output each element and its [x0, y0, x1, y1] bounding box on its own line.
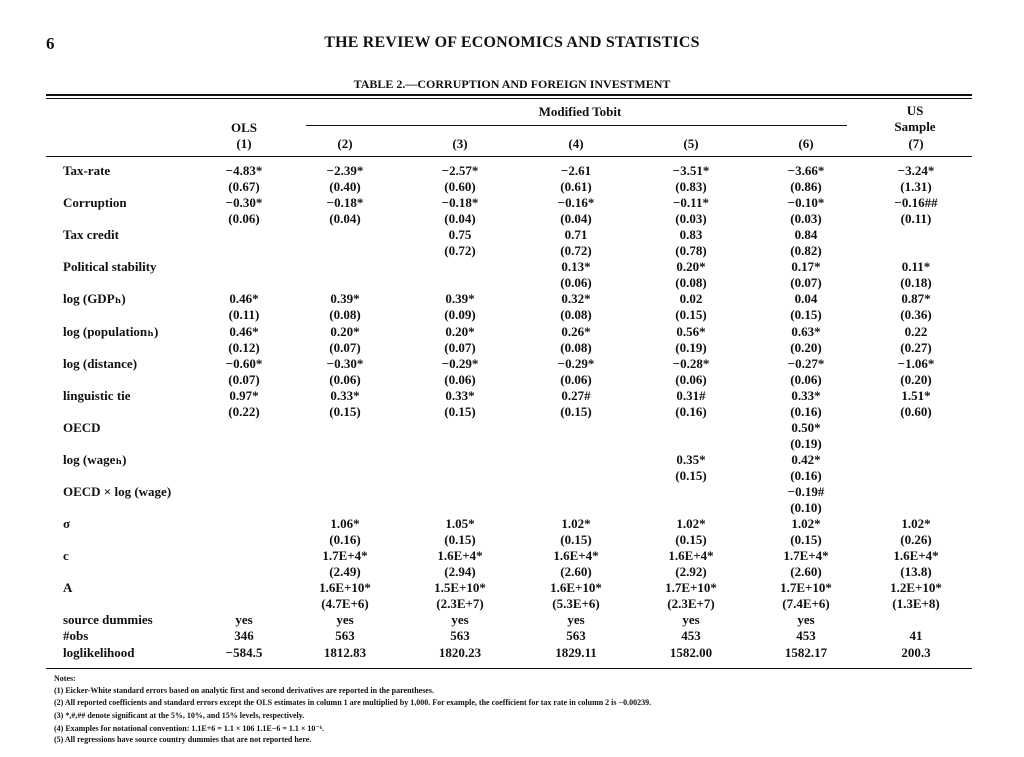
table-cell: (0.72) — [444, 243, 476, 259]
row-label: #obs — [63, 628, 89, 644]
page-number: 6 — [46, 34, 55, 53]
column-number: (3) — [452, 136, 468, 151]
column-number: (6) — [798, 136, 814, 151]
table-cell: 0.20* — [445, 323, 475, 339]
table-cell: −2.39* — [326, 163, 364, 178]
column-number: (2) — [337, 136, 353, 151]
table-cell: (0.27) — [900, 339, 932, 355]
note-line: (1) Eicker-White standard errors based on analytic first and second derivatives are reported in the parentheses. — [54, 686, 434, 696]
table-cell: 1.7E+10* — [665, 580, 717, 596]
table-cell: (0.86) — [790, 179, 822, 195]
table-top-rule — [46, 94, 972, 96]
table-cell: 453 — [796, 628, 816, 644]
table-cell: −584.5 — [225, 644, 263, 660]
table-cell: −0.18* — [326, 195, 364, 211]
table-cell: (0.15) — [329, 403, 361, 419]
note-line: (2) All reported coefficients and standard errors except the OLS estimates in column 1 are multiplied by 1,000. For example, the coefficient for tax rate in column 2 is −0.00239. — [54, 698, 652, 708]
table-cell: 0.84 — [794, 227, 818, 243]
table-cell: (0.15) — [790, 307, 822, 323]
table-cell: (0.09) — [444, 307, 476, 323]
table-cell: (2.3E+7) — [436, 596, 484, 612]
table-cell: −0.29* — [557, 355, 595, 371]
table-cell: (1.31) — [900, 179, 932, 195]
table-cell: (0.08) — [560, 339, 592, 355]
table-cell: (0.04) — [560, 211, 592, 227]
table-cell: (0.06) — [790, 371, 822, 387]
header-us: US — [906, 103, 924, 118]
table-cell: 563 — [335, 628, 355, 644]
table-cell: (0.08) — [675, 275, 707, 291]
table-cell: 0.42* — [791, 451, 821, 467]
table-cell: (0.15) — [444, 403, 476, 419]
table-cell: (2.60) — [790, 564, 822, 580]
table-cell: 1.02* — [791, 516, 821, 532]
table-cell: −0.18* — [441, 195, 479, 211]
table-cell: 1.6E+4* — [893, 548, 939, 564]
table-cell: (0.08) — [329, 307, 361, 323]
table-cell: 0.50* — [791, 419, 821, 435]
table-cell: −2.57* — [441, 163, 479, 178]
table-cell: 0.87* — [901, 291, 931, 307]
table-cell: −0.28* — [672, 355, 710, 371]
table-cell: 1.6E+10* — [550, 580, 602, 596]
table-cell: yes — [682, 612, 700, 628]
table-cell: 0.02 — [679, 291, 703, 307]
table-cell: (0.10) — [790, 500, 822, 516]
row-label: OECD × log (wage) — [63, 484, 172, 499]
column-number: (5) — [683, 136, 699, 151]
header-bottom-rule — [46, 156, 972, 157]
table-cell: (0.12) — [228, 339, 260, 355]
row-label: log (GDPₕ) — [63, 291, 126, 307]
row-label: linguistic tie — [63, 387, 131, 403]
table-cell: 1.51* — [901, 387, 931, 403]
row-label: log (wageₕ) — [63, 451, 127, 467]
table-cell: 1.7E+4* — [783, 548, 829, 564]
table-cell: 0.04 — [794, 291, 818, 307]
table-cell: 1820.23 — [438, 644, 482, 660]
table-cell: (0.15) — [675, 532, 707, 548]
table-cell: −0.16## — [894, 195, 938, 211]
table-cell: (5.3E+6) — [552, 596, 600, 612]
table-cell: (4.7E+6) — [321, 596, 369, 612]
table-cell: −1.06* — [897, 355, 935, 371]
table-cell: 1.05* — [445, 516, 475, 532]
row-label: Corruption — [63, 195, 127, 211]
table-cell: (0.04) — [444, 211, 476, 227]
table-cell: (0.15) — [675, 467, 707, 483]
table-cell: −0.27* — [787, 355, 825, 371]
table-cell: (0.03) — [675, 211, 707, 227]
table-cell: 0.20* — [676, 259, 706, 275]
table-cell: (0.61) — [560, 179, 592, 195]
table-cell: (0.06) — [560, 371, 592, 387]
table-cell: 0.22 — [904, 323, 928, 339]
table-cell: (2.60) — [560, 564, 592, 580]
table-cell: (0.72) — [560, 243, 592, 259]
row-label: Political stability — [63, 259, 157, 275]
table-cell: 0.46* — [229, 323, 259, 339]
row-label: log (distance) — [63, 355, 138, 371]
table-cell: (0.15) — [444, 532, 476, 548]
table-cell: 1582.17 — [784, 644, 828, 660]
table-cell: (1.3E+8) — [892, 596, 940, 612]
table-cell: (0.82) — [790, 243, 822, 259]
table-cell: (0.11) — [228, 307, 260, 323]
journal-title: THE REVIEW OF ECONOMICS AND STATISTICS — [324, 34, 700, 51]
table-cell: (0.19) — [675, 339, 707, 355]
table-cell: (0.04) — [329, 211, 361, 227]
table-cell: (0.06) — [560, 275, 592, 291]
table-cell: (0.60) — [444, 179, 476, 195]
table-cell: (0.20) — [900, 371, 932, 387]
table-cell: −3.24* — [897, 163, 935, 178]
row-label: σ — [63, 516, 71, 532]
table-cell: (0.83) — [675, 179, 707, 195]
note-line: Notes: — [54, 674, 76, 683]
table-cell: 1.2E+10* — [890, 580, 942, 596]
table-cell: 563 — [450, 628, 470, 644]
table-cell: (0.06) — [675, 371, 707, 387]
table-cell: (2.94) — [444, 564, 476, 580]
table-cell: 0.75 — [448, 227, 472, 243]
row-label: A — [63, 580, 73, 596]
table-cell: 1.6E+4* — [553, 548, 599, 564]
row-label: Tax credit — [63, 227, 119, 243]
column-number: (4) — [568, 136, 584, 151]
table-cell: (2.3E+7) — [667, 596, 715, 612]
table-cell: 0.26* — [561, 323, 591, 339]
table-cell: (0.15) — [560, 403, 592, 419]
row-label: OECD — [63, 419, 101, 435]
table-cell: 0.20* — [330, 323, 360, 339]
table-cell: (0.07) — [228, 371, 260, 387]
note-line: (5) All regressions have source country dummies that are not reported here. — [54, 735, 312, 744]
table-cell: −3.51* — [672, 163, 710, 178]
table-cell: (0.11) — [900, 211, 932, 227]
table-cell: 200.3 — [901, 644, 931, 660]
table-cell: (0.15) — [675, 307, 707, 323]
header-group-rule — [306, 125, 847, 126]
table-cell: 0.71 — [564, 227, 588, 243]
table-cell: 1.02* — [676, 516, 706, 532]
table-cell: (2.49) — [329, 564, 361, 580]
table-cell: (0.20) — [790, 339, 822, 355]
note-line: (3) *,#,## denote significant at the 5%, 10%, and 15% levels, respectively. — [54, 710, 305, 720]
table-cell: (0.18) — [900, 275, 932, 291]
table-cell: (0.03) — [790, 211, 822, 227]
table-cell: 0.56* — [676, 323, 706, 339]
table-cell: (0.16) — [329, 532, 361, 548]
table-cell: (7.4E+6) — [782, 596, 830, 612]
header-ols: OLS — [230, 120, 257, 135]
table-cell: (0.19) — [790, 435, 822, 451]
table-cell: 1829.11 — [555, 644, 597, 660]
table-cell: 1812.83 — [323, 644, 367, 660]
table-cell: 1.7E+10* — [780, 580, 832, 596]
table-cell: 0.35* — [676, 451, 706, 467]
table-cell: 0.31# — [676, 387, 706, 403]
table-cell: (0.78) — [675, 243, 707, 259]
table-cell: yes — [451, 612, 469, 628]
table-cell: 0.83 — [679, 227, 703, 243]
table-cell: 1.6E+4* — [437, 548, 483, 564]
table-cell: −2.61 — [560, 163, 592, 178]
table-cell: 0.39* — [330, 291, 360, 307]
table-cell: yes — [336, 612, 354, 628]
table-cell: yes — [797, 612, 815, 628]
table-cell: 0.27# — [561, 387, 591, 403]
table-cell: (0.15) — [560, 532, 592, 548]
table-cell: −4.83* — [225, 163, 263, 178]
table-cell: (0.16) — [790, 403, 822, 419]
table-cell: 1.02* — [901, 516, 931, 532]
table-cell: 0.63* — [791, 323, 821, 339]
table-cell: 1.7E+4* — [322, 548, 368, 564]
row-label: loglikelihood — [63, 644, 135, 660]
table-cell: 0.11* — [901, 259, 931, 275]
column-number: (1) — [236, 136, 252, 151]
table-bottom-rule — [46, 668, 972, 669]
table-cell: (13.8) — [900, 564, 932, 580]
table-cell: 1.02* — [561, 516, 591, 532]
row-label: c — [63, 548, 69, 564]
table-cell: 1582.00 — [669, 644, 713, 660]
table-cell: (0.08) — [560, 307, 592, 323]
table-cell: 0.32* — [561, 291, 591, 307]
table-cell: (0.60) — [900, 403, 932, 419]
table-cell: 0.33* — [445, 387, 475, 403]
table-cell: (0.07) — [444, 339, 476, 355]
table-cell: −0.19# — [787, 484, 825, 499]
table-cell: (0.22) — [228, 403, 260, 419]
table-top-rule-2 — [46, 98, 972, 99]
table-cell: 1.6E+10* — [319, 580, 371, 596]
table-cell: (0.26) — [900, 532, 932, 548]
table-cell: −3.66* — [787, 163, 825, 178]
header-group-label: Modified Tobit — [538, 104, 622, 119]
table-cell: 563 — [566, 628, 586, 644]
table-cell: (2.92) — [675, 564, 707, 580]
table-cell: 0.97* — [229, 387, 259, 403]
table-cell: (0.16) — [675, 403, 707, 419]
table-cell: −0.11* — [673, 195, 709, 211]
table-cell: 0.39* — [445, 291, 475, 307]
table-cell: 0.13* — [561, 259, 591, 275]
table-cell: yes — [235, 612, 253, 628]
table-cell: 1.5E+10* — [434, 580, 486, 596]
table-caption: TABLE 2.—CORRUPTION AND FOREIGN INVESTMENT — [353, 77, 671, 91]
table-cell: (0.06) — [228, 211, 260, 227]
table-cell: −0.29* — [441, 355, 479, 371]
table-cell: 0.33* — [791, 387, 821, 403]
table-cell: −0.30* — [326, 355, 364, 371]
table-cell: −0.60* — [225, 355, 263, 371]
table-cell: (0.40) — [329, 179, 361, 195]
header-sample: Sample — [894, 119, 936, 134]
table-cell: (0.15) — [790, 532, 822, 548]
table-cell: (0.07) — [329, 339, 361, 355]
table-cell: −0.16* — [557, 195, 595, 211]
table-cell: 1.6E+4* — [668, 548, 714, 564]
table-cell: (0.67) — [228, 179, 260, 195]
note-line: (4) Examples for notational convention: 1.1E+6 = 1.1 × 106 1.1E−6 = 1.1 × 10⁻⁶. — [54, 723, 325, 733]
row-label: log (populationₕ) — [63, 323, 159, 339]
table-cell: −0.30* — [225, 195, 263, 211]
table-cell: yes — [567, 612, 585, 628]
table-cell: (0.16) — [790, 467, 822, 483]
table-cell: 453 — [681, 628, 701, 644]
table-cell: 0.17* — [791, 259, 821, 275]
table-cell: (0.36) — [900, 307, 932, 323]
table-cell: (0.07) — [790, 275, 822, 291]
table-cell: (0.06) — [444, 371, 476, 387]
table-cell: (0.06) — [329, 371, 361, 387]
table-cell: 41 — [909, 628, 923, 644]
table-cell: 1.06* — [330, 516, 360, 532]
table-cell: 0.33* — [330, 387, 360, 403]
table-cell: −0.10* — [787, 195, 825, 211]
row-label: Tax-rate — [63, 163, 111, 178]
column-number: (7) — [908, 136, 924, 151]
row-label: source dummies — [63, 612, 153, 628]
table-cell: 346 — [234, 628, 254, 644]
table-cell: 0.46* — [229, 291, 259, 307]
